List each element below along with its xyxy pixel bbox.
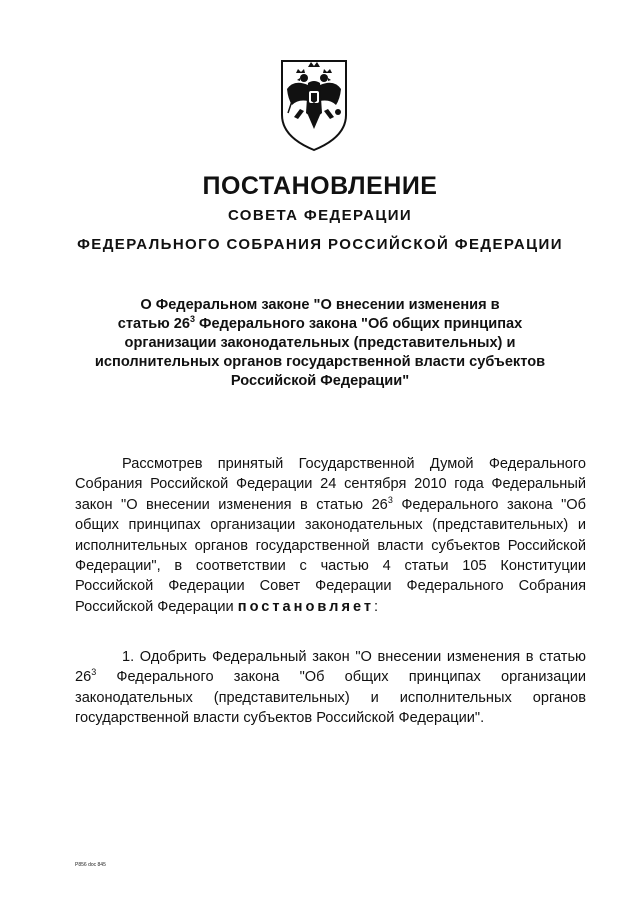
point-1-text-1: 1. Одобрить Федеральный закон "О внесении изменения в статью 26: [75, 649, 586, 686]
heading-line-2: [90, 315, 550, 334]
preamble-paragraph: [75, 454, 586, 617]
document-subtitle-assembly: ФЕДЕРАЛЬНОГО СОБРАНИЯ РОССИЙСКОЙ ФЕДЕРАЦИИ: [77, 236, 563, 253]
resolves-keyword: постановляет: [237, 598, 375, 615]
preamble-text-1: Рассмотрев принятый Государственной Думой Федерального Собрания Российской Федерации 24 сентября 2010 года Федеральный закон "О внесении изменения в статью 26: [75, 456, 586, 513]
point-1-superscript: 3: [91, 667, 97, 678]
heading-line-1: О Федеральном законе "О внесении изменения в: [140, 297, 500, 313]
heading-line-2-text: статью 26: [117, 316, 190, 332]
heading-line-3: организации законодательных (представительных) и: [124, 335, 516, 351]
coat-of-arms-emblem: [278, 57, 350, 153]
resolution-heading: [90, 296, 550, 391]
heading-line-2-rest: Федерального закона "Об общих принципах: [194, 316, 523, 332]
point-1-paragraph: [75, 647, 586, 729]
footer-document-code: Р856 doc 845: [75, 862, 106, 868]
heading-line-4: исполнительных органов государственной власти субъектов: [94, 354, 546, 370]
document-subtitle-council: СОВЕТА ФЕДЕРАЦИИ: [227, 207, 413, 224]
preamble-end: :: [374, 598, 379, 615]
heading-superscript: 3: [189, 314, 195, 324]
document-title: ПОСТАНОВЛЕНИЕ: [202, 172, 438, 200]
point-1-text-2: Федерального закона "Об общих принципах организации законодательных (представительных) и исполнительных органов государственной власти субъектов Российской Федерации".: [75, 669, 586, 727]
preamble-text-2: Федерального закона "Об общих принципах организации законодательных (представительных) и исполнительных органов государственной власти субъектов Российской Федерации", в соответствии с частью 4 статьи 105 Конституции Российской Федерации Совет Федерации Федерального Собрания Российской Федерации: [75, 496, 586, 615]
preamble-superscript: 3: [387, 494, 393, 505]
heading-line-5: Российской Федерации": [230, 373, 410, 389]
